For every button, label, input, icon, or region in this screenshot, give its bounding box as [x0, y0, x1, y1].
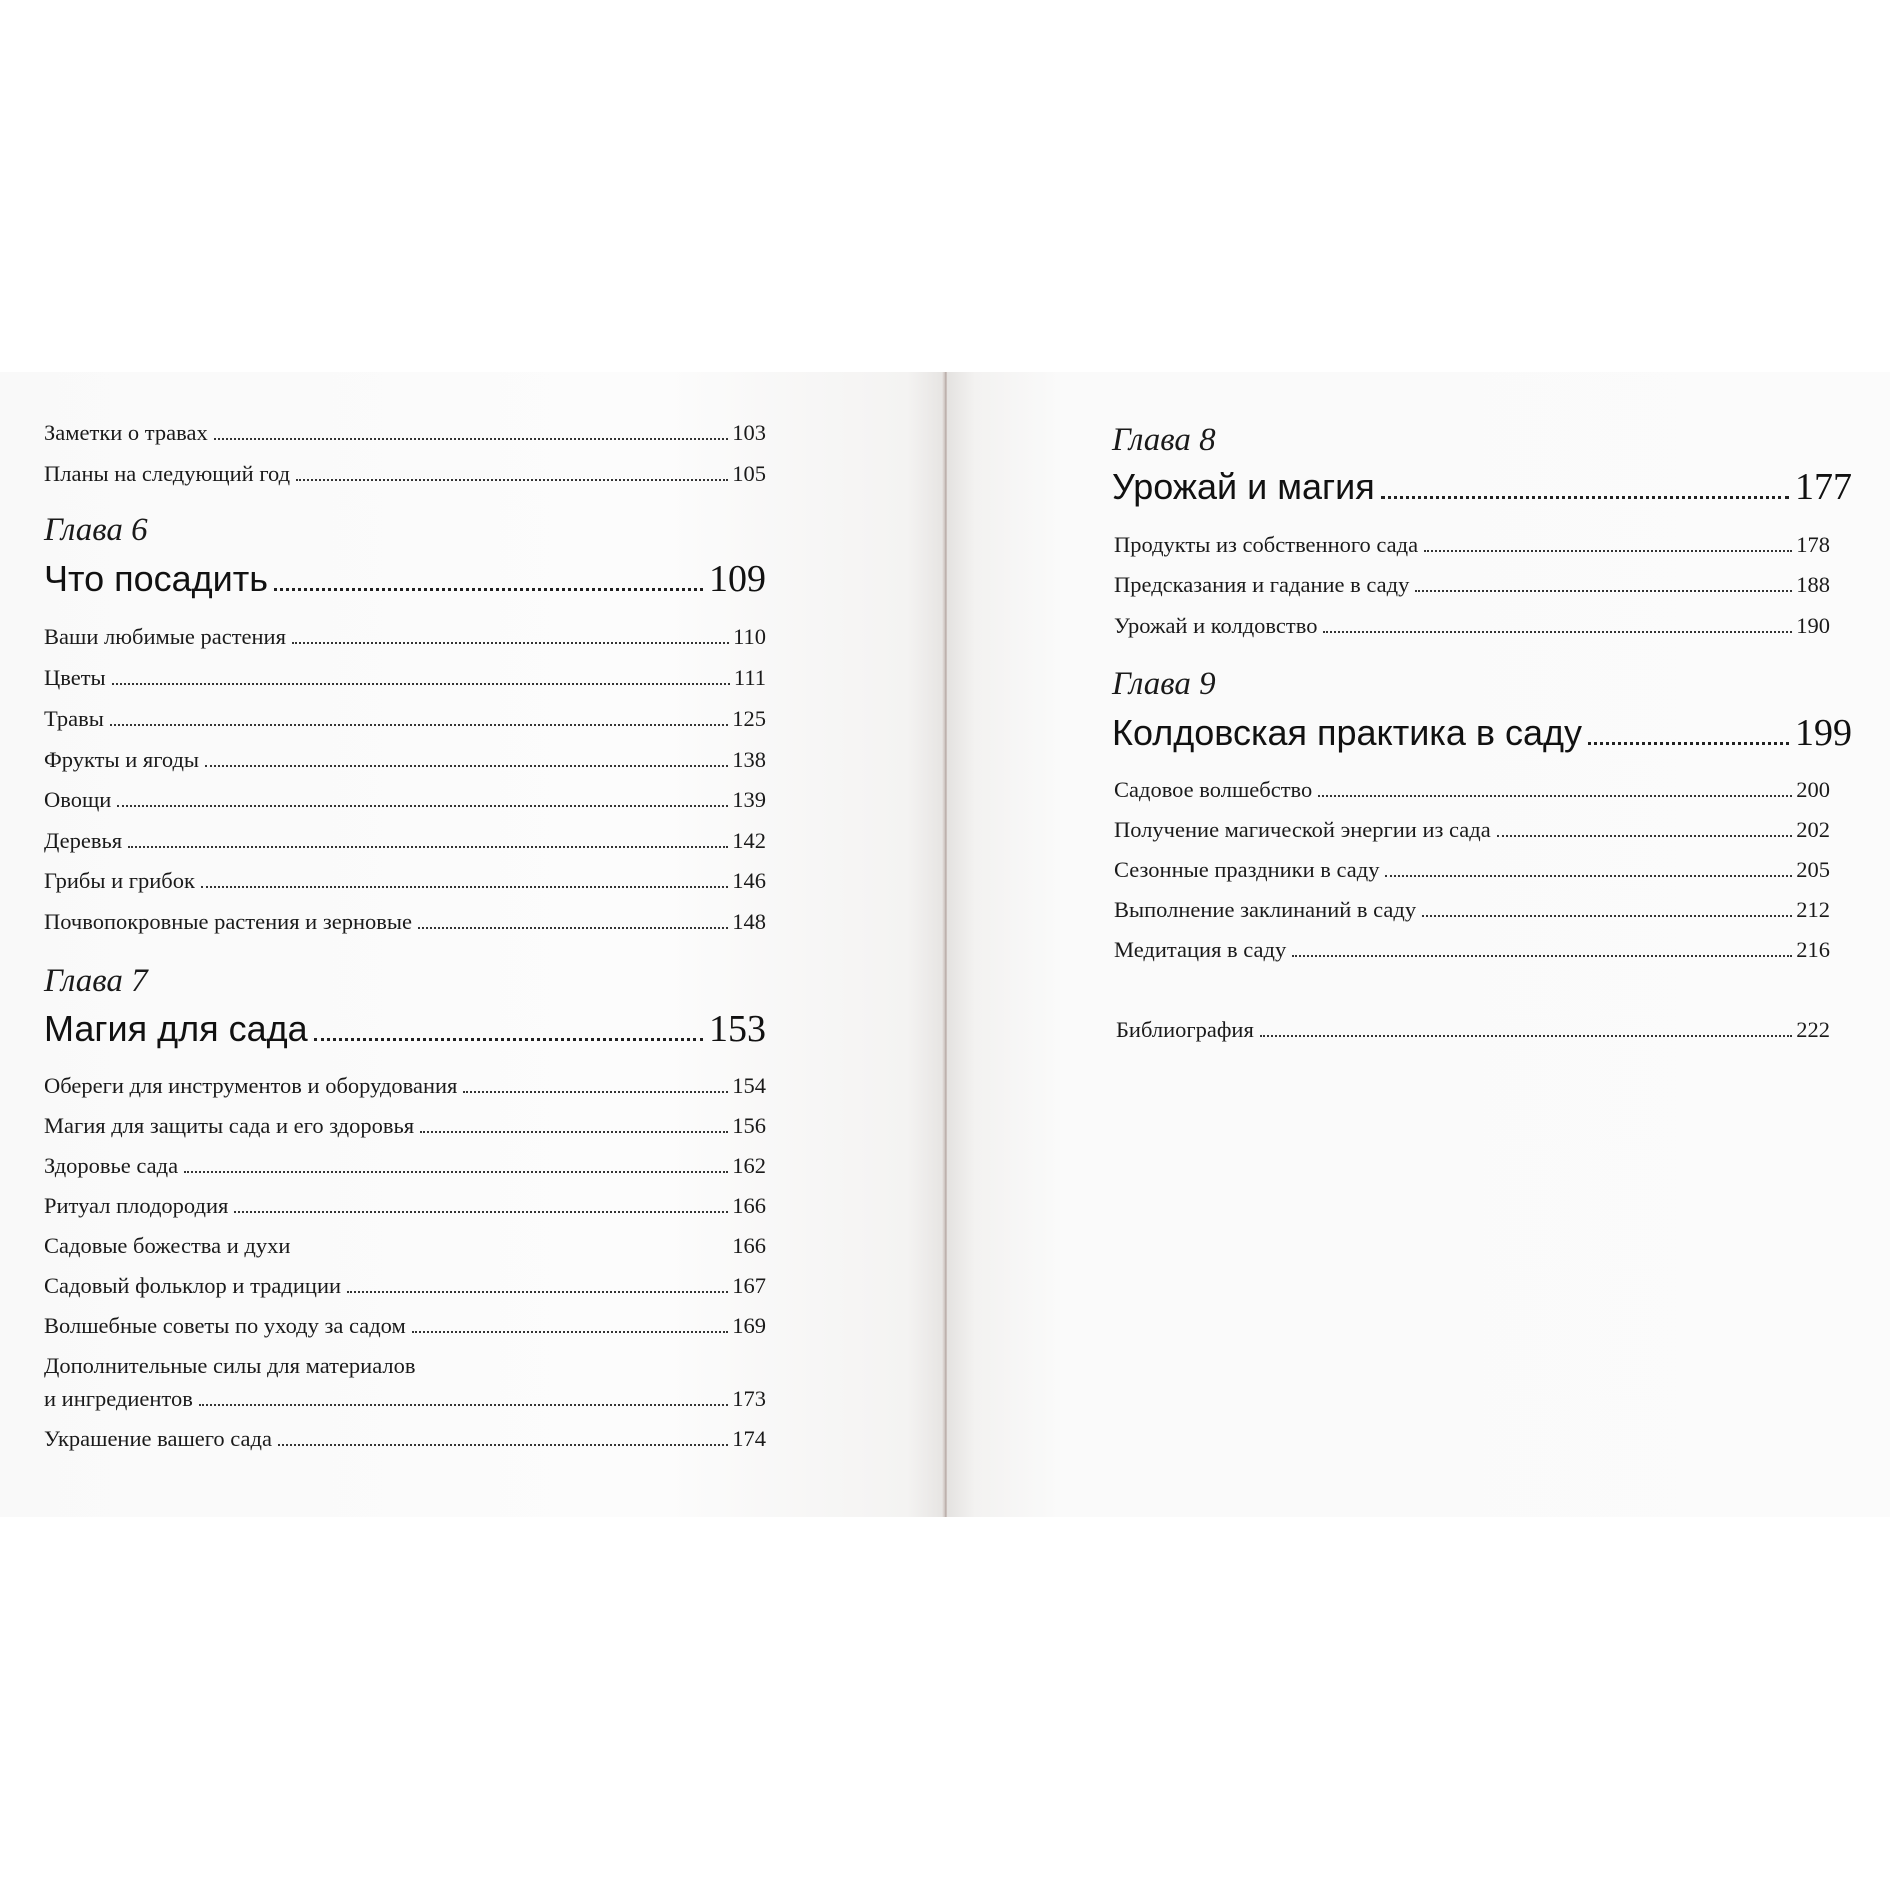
chapter-6-label: Глава 6 [44, 512, 148, 548]
entry-title: Библиография [1116, 1017, 1254, 1042]
entry-title: Предсказания и гадание в саду [1114, 572, 1410, 597]
entry-title: Дополнительные силы для материалов [44, 1353, 416, 1378]
entry-page: 205 [1796, 857, 1830, 882]
toc-entry[interactable] [44, 1312, 766, 1339]
toc-entry[interactable] [1114, 856, 1830, 883]
entry-page: 166 [732, 1193, 766, 1218]
entry-title: Деревья [44, 828, 123, 853]
entry-title: Цветы [44, 665, 106, 690]
chapter-page: 199 [1795, 712, 1852, 754]
chapter-8-heading[interactable] [1112, 466, 1852, 510]
left-page [0, 372, 945, 1517]
dot-leader [205, 765, 728, 767]
open-book [0, 372, 1890, 1517]
chapter-9-label: Глава 9 [1112, 666, 1216, 702]
entry-title: Почвопокровные растения и зерновые [44, 909, 412, 934]
toc-entry[interactable] [44, 1192, 766, 1219]
dot-leader [1415, 590, 1792, 592]
dot-leader [292, 642, 729, 644]
toc-entry[interactable] [44, 1112, 766, 1139]
dot-leader [274, 588, 703, 591]
toc-entry[interactable] [44, 1072, 766, 1099]
entry-page: 146 [732, 868, 766, 893]
dot-leader [1323, 631, 1792, 633]
entry-page: 178 [1796, 532, 1830, 557]
dot-leader [214, 438, 729, 440]
entry-page: 125 [732, 706, 766, 731]
chapter-title: Что посадить [44, 558, 268, 599]
toc-entry[interactable] [44, 705, 766, 732]
right-toc-column [1112, 372, 1852, 1517]
dot-leader [1318, 795, 1792, 797]
dot-leader [314, 1038, 703, 1041]
entry-page: 142 [732, 828, 766, 853]
entry-page: 212 [1796, 897, 1830, 922]
dot-leader [112, 683, 730, 685]
chapter-page: 153 [709, 1008, 766, 1050]
dot-leader [201, 886, 728, 888]
entry-page: 200 [1796, 777, 1830, 802]
toc-entry[interactable] [1114, 816, 1830, 843]
dot-leader [1497, 835, 1793, 837]
toc-entry[interactable] [1114, 612, 1830, 639]
entry-title: Медитация в саду [1114, 937, 1287, 962]
entry-title: Украшение вашего сада [44, 1426, 272, 1451]
entry-title: Овощи [44, 787, 112, 812]
dot-leader [463, 1091, 728, 1093]
entry-title: Ваши любимые растения [44, 624, 286, 649]
entry-page: 222 [1796, 1017, 1830, 1042]
chapter-7-heading[interactable] [44, 1008, 766, 1052]
entry-title: Садовое волшебство [1114, 777, 1313, 802]
chapter-page: 177 [1795, 466, 1852, 508]
entry-title: Выполнение заклинаний в саду [1114, 897, 1417, 922]
toc-entry[interactable] [44, 664, 766, 691]
entry-title: Обереги для инструментов и оборудования [44, 1073, 458, 1098]
entry-title: Фрукты и ягоды [44, 747, 200, 772]
dot-leader [420, 1131, 728, 1133]
toc-entry-line2[interactable] [44, 1385, 766, 1412]
chapter-7-label: Глава 7 [44, 963, 148, 999]
dot-leader [184, 1171, 728, 1173]
chapter-6-heading[interactable] [44, 558, 766, 602]
toc-entry[interactable] [44, 867, 766, 894]
entry-page: 105 [732, 461, 766, 486]
dot-leader [110, 724, 728, 726]
dot-leader [1422, 915, 1792, 917]
entry-page: 162 [732, 1153, 766, 1178]
chapter-9-heading[interactable] [1112, 712, 1852, 756]
entry-title: Продукты из собственного сада [1114, 532, 1419, 557]
chapter-8-label: Глава 8 [1112, 422, 1216, 458]
toc-entry[interactable] [44, 1232, 766, 1259]
entry-page: 103 [732, 420, 766, 445]
entry-title: Волшебные советы по уходу за садом [44, 1313, 406, 1338]
toc-entry[interactable] [44, 419, 766, 446]
entry-title: Урожай и колдовство [1114, 613, 1318, 638]
dot-leader [1292, 955, 1792, 957]
chapter-title: Урожай и магия [1112, 466, 1375, 507]
entry-title: Садовые божества и духи [44, 1233, 291, 1258]
dot-leader [1381, 496, 1789, 499]
toc-entry-line1[interactable] [44, 1352, 766, 1379]
dot-leader [1385, 875, 1792, 877]
dot-leader [296, 479, 728, 481]
dot-leader [412, 1331, 729, 1333]
toc-entry[interactable] [44, 827, 766, 854]
dot-leader [1588, 742, 1789, 745]
toc-entry[interactable] [1114, 571, 1830, 598]
entry-page: 173 [732, 1386, 766, 1411]
entry-page: 110 [733, 624, 766, 649]
entry-title: Здоровье сада [44, 1153, 179, 1178]
toc-entry-bibliography[interactable] [1116, 1016, 1830, 1043]
toc-entry[interactable] [44, 908, 766, 935]
dot-leader [1424, 550, 1792, 552]
entry-page: 188 [1796, 572, 1830, 597]
chapter-title: Колдовская практика в саду [1112, 712, 1583, 753]
entry-title: Садовый фольклор и традиции [44, 1273, 342, 1298]
toc-entry[interactable] [1114, 776, 1830, 803]
dot-leader [278, 1444, 728, 1446]
dot-leader [234, 1211, 728, 1213]
entry-page: 166 [732, 1233, 766, 1258]
entry-title: и ингредиентов [44, 1386, 193, 1411]
entry-title: Получение магической энергии из сада [1114, 817, 1491, 842]
dot-leader [128, 846, 728, 848]
entry-title: Заметки о травах [44, 420, 208, 445]
toc-entry[interactable] [44, 1152, 766, 1179]
chapter-title: Магия для сада [44, 1008, 308, 1049]
entry-title: Сезонные праздники в саду [1114, 857, 1380, 882]
toc-entry[interactable] [1114, 896, 1830, 923]
entry-page: 216 [1796, 937, 1830, 962]
entry-page: 174 [732, 1426, 766, 1451]
entry-title: Грибы и грибок [44, 868, 195, 893]
dot-leader [1260, 1035, 1792, 1037]
toc-entry[interactable] [44, 460, 766, 487]
entry-page: 139 [732, 787, 766, 812]
entry-page: 111 [733, 665, 766, 690]
entry-page: 154 [732, 1073, 766, 1098]
toc-entry[interactable] [44, 623, 766, 650]
entry-page: 190 [1796, 613, 1830, 638]
dot-leader [347, 1291, 728, 1293]
toc-entry[interactable] [1114, 531, 1830, 558]
entry-page: 138 [732, 747, 766, 772]
toc-entry[interactable] [44, 746, 766, 773]
entry-page: 156 [732, 1113, 766, 1138]
entry-title: Ритуал плодородия [44, 1193, 229, 1218]
entry-page: 167 [732, 1273, 766, 1298]
entry-page: 169 [732, 1313, 766, 1338]
entry-page: 148 [732, 909, 766, 934]
entry-page: 202 [1796, 817, 1830, 842]
entry-title: Травы [44, 706, 104, 731]
chapter-page: 109 [709, 558, 766, 600]
toc-entry[interactable] [44, 786, 766, 813]
dot-leader [418, 927, 728, 929]
toc-entry[interactable] [1114, 936, 1830, 963]
dot-leader [296, 1251, 728, 1253]
toc-entry[interactable] [44, 1272, 766, 1299]
dot-leader [199, 1404, 728, 1406]
dot-leader [117, 805, 728, 807]
left-toc-column [44, 372, 766, 1517]
toc-entry[interactable] [44, 1425, 766, 1452]
entry-title: Планы на следующий год [44, 461, 291, 486]
entry-title: Магия для защиты сада и его здоровья [44, 1113, 415, 1138]
